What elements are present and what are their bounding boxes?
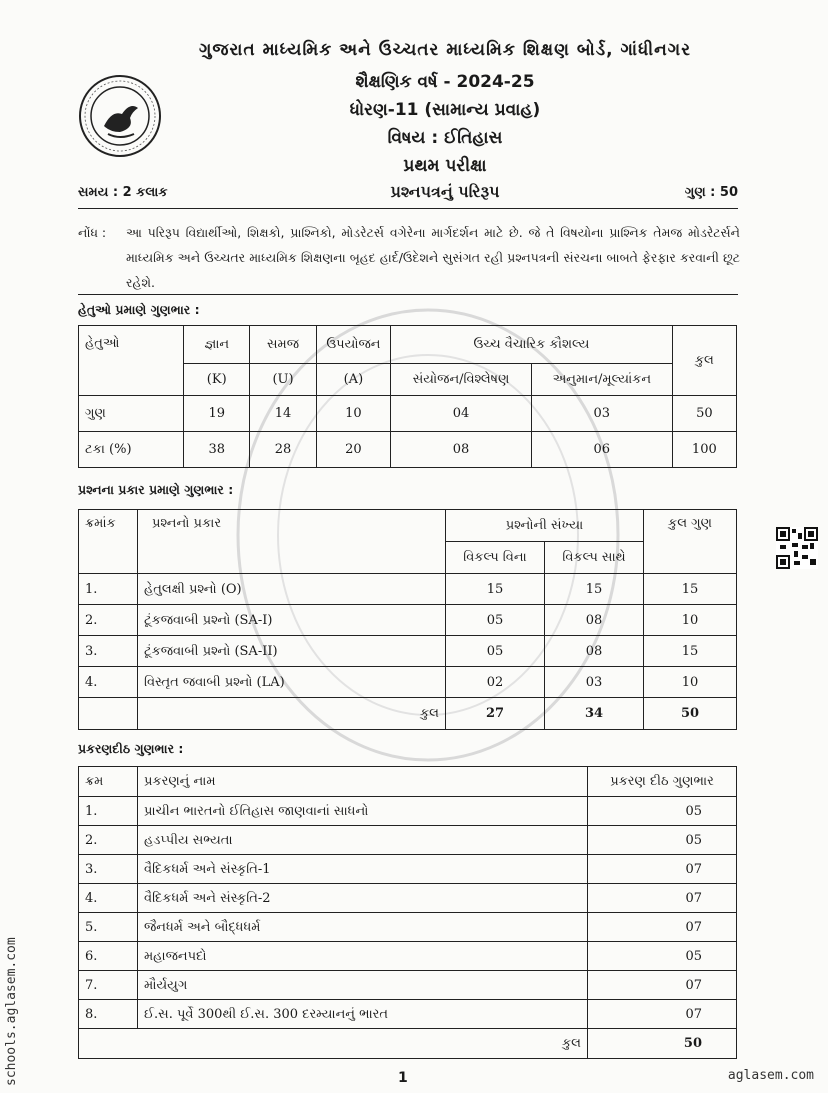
header-cell: ઉપયોજન bbox=[316, 326, 390, 364]
table-cell: મૌર્યયુગ bbox=[138, 971, 588, 1000]
table-row bbox=[79, 667, 737, 698]
table-cell: ટૂંકજવાબી પ્રશ્નો (SA-II) bbox=[138, 636, 446, 667]
table-cell: 50 bbox=[672, 396, 736, 432]
header-cell: પ્રશ્નનો પ્રકાર bbox=[138, 510, 446, 574]
table-cell: 07 bbox=[588, 971, 737, 1000]
table-cell: 07 bbox=[588, 884, 737, 913]
table-row bbox=[79, 942, 737, 971]
table-cell: 19 bbox=[184, 396, 250, 432]
table-cell: કુલ bbox=[138, 698, 446, 730]
header-cell: (U) bbox=[250, 364, 316, 396]
header-cell: વિકલ્પ સાથે bbox=[545, 542, 644, 574]
table-cell bbox=[79, 698, 138, 730]
exam-name: પ્રથમ પરીક્ષા bbox=[403, 156, 487, 176]
table-cell: 07 bbox=[588, 1000, 737, 1029]
table-row bbox=[79, 605, 737, 636]
question-type-table bbox=[78, 509, 737, 730]
table-row bbox=[79, 826, 737, 855]
header-cell: (A) bbox=[316, 364, 390, 396]
header-cell: પ્રકરણનું નામ bbox=[138, 767, 588, 797]
table-cell: 100 bbox=[672, 432, 736, 468]
table-cell: 08 bbox=[545, 636, 644, 667]
total-marks: ગુણ : 50 bbox=[684, 185, 738, 200]
objectives-table bbox=[78, 325, 737, 468]
header-cell: (K) bbox=[184, 364, 250, 396]
table-cell: 08 bbox=[391, 432, 532, 468]
table-cell: 1. bbox=[79, 797, 138, 826]
table-row bbox=[79, 971, 737, 1000]
header-cell: અનુમાન/મૂલ્યાંકન bbox=[531, 364, 672, 396]
chapter-weight-table bbox=[78, 766, 737, 1059]
table-cell: 06 bbox=[531, 432, 672, 468]
total-row bbox=[79, 698, 737, 730]
table-cell: 03 bbox=[545, 667, 644, 698]
table-cell: 05 bbox=[446, 605, 545, 636]
page-number: 1 bbox=[398, 1070, 408, 1086]
table-cell: વૈદિકધર્મ અને સંસ્કૃતિ-1 bbox=[138, 855, 588, 884]
table-row bbox=[79, 797, 737, 826]
table-cell: 34 bbox=[545, 698, 644, 730]
table-cell: 27 bbox=[446, 698, 545, 730]
header-cell: હેતુઓ bbox=[79, 326, 184, 396]
table-cell: 15 bbox=[446, 574, 545, 605]
table-cell: 02 bbox=[446, 667, 545, 698]
table-cell: વિસ્તૃત જવાબી પ્રશ્નો (LA) bbox=[138, 667, 446, 698]
table-cell: 05 bbox=[446, 636, 545, 667]
table-row bbox=[79, 396, 737, 432]
header-cell: સંયોજન/વિશ્લેષણ bbox=[391, 364, 532, 396]
table-cell: 10 bbox=[644, 605, 737, 636]
header-cell: ક્રમાંક bbox=[79, 510, 138, 574]
table-row bbox=[79, 913, 737, 942]
header-cell: ઉચ્ચ વૈચારિક કૌશલ્ય bbox=[391, 326, 673, 364]
table-cell: 10 bbox=[644, 667, 737, 698]
table-cell: 3. bbox=[79, 855, 138, 884]
chapter-weight-heading: પ્રકરણદીઠ ગુણભાર : bbox=[78, 741, 184, 756]
table-cell: હેતુલક્ષી પ્રશ્નો (O) bbox=[138, 574, 446, 605]
table-row bbox=[79, 636, 737, 667]
table-cell: 05 bbox=[588, 942, 737, 971]
table-cell: ગુણ bbox=[79, 396, 184, 432]
board-name: ગુજરાત માધ્યમિક અને ઉચ્ચતર માધ્યમિક શિક્ષણ બોર્ડ, ગાંધીનગર bbox=[198, 40, 691, 60]
table-cell: 20 bbox=[316, 432, 390, 468]
table-cell: 38 bbox=[184, 432, 250, 468]
table-cell: 4. bbox=[79, 884, 138, 913]
divider bbox=[78, 294, 738, 295]
time-duration: સમય : 2 કલાક bbox=[78, 185, 168, 200]
divider bbox=[78, 208, 738, 209]
table-cell: 4. bbox=[79, 667, 138, 698]
header-cell: પ્રશ્નોની સંખ્યા bbox=[446, 510, 644, 542]
objectives-heading: હેતુઓ પ્રમાણે ગુણભાર : bbox=[78, 302, 200, 317]
table-cell: 6. bbox=[79, 942, 138, 971]
academic-year: શૈક્ષણિક વર્ષ - 2024-25 bbox=[355, 72, 535, 92]
table-row bbox=[79, 574, 737, 605]
table-cell: 04 bbox=[391, 396, 532, 432]
side-watermark: schools.aglasem.com bbox=[4, 937, 19, 1086]
table-cell: જૈનધર્મ અને બૌદ્ધધર્મ bbox=[138, 913, 588, 942]
table-cell: 15 bbox=[644, 636, 737, 667]
table-row bbox=[79, 432, 737, 468]
table-cell: 5. bbox=[79, 913, 138, 942]
table-cell: 05 bbox=[588, 797, 737, 826]
table-row bbox=[79, 855, 737, 884]
question-type-heading: પ્રશ્નના પ્રકાર પ્રમાણે ગુણભાર : bbox=[78, 482, 234, 497]
header-cell: જ્ઞાન bbox=[184, 326, 250, 364]
table-cell: 10 bbox=[316, 396, 390, 432]
page-title: પ્રશ્નપત્રનું પરિરૂપ bbox=[390, 182, 500, 201]
table-cell: 3. bbox=[79, 636, 138, 667]
table-cell: 07 bbox=[588, 855, 737, 884]
table-cell: ટકા (%) bbox=[79, 432, 184, 468]
table-cell: ઈ.સ. પૂર્વે 300થી ઈ.સ. 300 દરમ્યાનનું ભારત bbox=[138, 1000, 588, 1029]
table-cell: મહાજનપદો bbox=[138, 942, 588, 971]
header-cell: કુલ ગુણ bbox=[644, 510, 737, 574]
table-cell: હડપ્પીય સભ્યતા bbox=[138, 826, 588, 855]
table-cell: 07 bbox=[588, 913, 737, 942]
table-cell: 2. bbox=[79, 826, 138, 855]
table-cell: પ્રાચીન ભારતનો ઈતિહાસ જાણવાનાં સાધનો bbox=[138, 797, 588, 826]
table-cell: 03 bbox=[531, 396, 672, 432]
table-cell: 1. bbox=[79, 574, 138, 605]
table-cell bbox=[79, 1029, 138, 1059]
subject: વિષય : ઈતિહાસ bbox=[387, 128, 503, 148]
table-cell: 14 bbox=[250, 396, 316, 432]
table-cell: 15 bbox=[545, 574, 644, 605]
table-cell: કુલ bbox=[138, 1029, 588, 1059]
standard: ધોરણ-11 (સામાન્ય પ્રવાહ) bbox=[349, 100, 541, 120]
table-cell: 50 bbox=[588, 1029, 737, 1059]
header-cell: કુલ bbox=[672, 326, 736, 396]
note-text: આ પરિરૂપ વિદ્યાર્થીઓ, શિક્ષકો, પ્રાશ્નિકો, મોડરેટર્સ વગેરેના માર્ગદર્શન માટે છે. જે તે વિષયોના પ્રાશ્નિક તેમજ મોડરેટર્સને માધ્યમિક અને ઉચ્ચતર માધ્યમિક શિક્ષણના બૃહદ હાર્દ/ઉદેશને સુસંગત રહી પ્રશ્નપત્રની સંરચના બાબતે ફેરફાર કરવાની છૂટ રહેશે. bbox=[126, 225, 740, 290]
table-row bbox=[79, 884, 737, 913]
header-cell: વિકલ્પ વિના bbox=[446, 542, 545, 574]
table-cell: 05 bbox=[588, 826, 737, 855]
header-cell: સમજ bbox=[250, 326, 316, 364]
table-cell: 08 bbox=[545, 605, 644, 636]
note-label: નોંધ : bbox=[78, 225, 107, 240]
table-cell: 8. bbox=[79, 1000, 138, 1029]
table-cell: 7. bbox=[79, 971, 138, 1000]
table-row bbox=[79, 1000, 737, 1029]
note-block bbox=[78, 220, 740, 295]
qr-code-icon bbox=[776, 527, 818, 569]
corner-watermark: aglasem.com bbox=[727, 1068, 814, 1083]
table-cell: ટૂંકજવાબી પ્રશ્નો (SA-I) bbox=[138, 605, 446, 636]
table-cell: 15 bbox=[644, 574, 737, 605]
table-cell: 28 bbox=[250, 432, 316, 468]
header-cell: પ્રકરણ દીઠ ગુણભાર bbox=[588, 767, 737, 797]
table-cell: 50 bbox=[644, 698, 737, 730]
total-row bbox=[79, 1029, 737, 1059]
table-cell: 2. bbox=[79, 605, 138, 636]
table-cell: વૈદિકધર્મ અને સંસ્કૃતિ-2 bbox=[138, 884, 588, 913]
header-cell: ક્રમ bbox=[79, 767, 138, 797]
